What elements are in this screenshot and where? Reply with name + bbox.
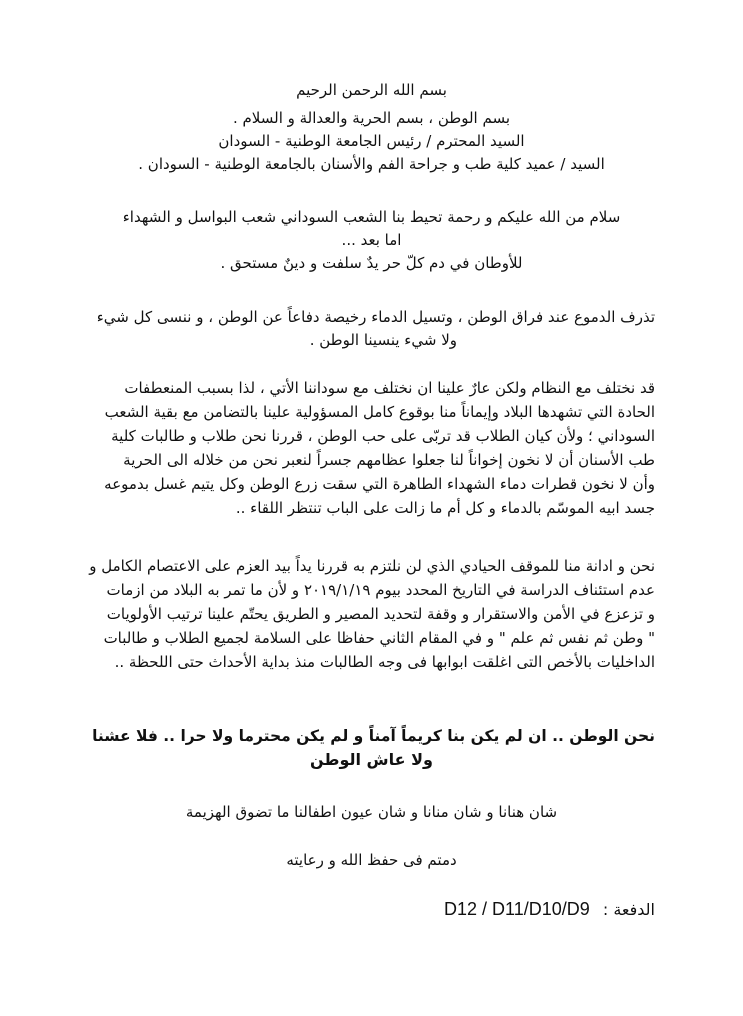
salutation-dean: السيد / عميد كلية طب و جراحة الفم والأسنان بالجامعة الوطنية - السودان . — [138, 155, 605, 173]
paragraph-3-line-5: الداخليات بالأخص التى اغلقت ابوابها فى وجه الطالبات منذ بداية الأحداث حتى اللحظة .. — [114, 653, 655, 671]
greeting-amma-baad: اما بعد ... — [341, 231, 402, 249]
salutation-freedom: بسم الوطن ، بسم الحرية والعدالة و السلام . — [232, 109, 511, 127]
salutation-president: السيد المحترم / رئيس الجامعة الوطنية - السودان — [218, 132, 525, 150]
paragraph-3-line-4: " وطن ثم نفس ثم علم " و في المقام الثاني حفاظا على السلامة لجميع الطلاب و طالبات — [103, 629, 655, 647]
slogan-line-2: ولا عاش الوطن — [309, 750, 433, 769]
slogan-line-1: نحن الوطن .. ان لم يكن بنا كريماً آمناً و لم يكن محترما ولا حرا .. فلا عشنا — [92, 727, 655, 745]
paragraph-2-line-2: الحادة التي تشهدها البلاد وإيماناً منا بوقوع كامل المسؤولية علينا بالتضامن مع بقية الشعب — [104, 403, 655, 421]
batch-label: الدفعة : — [602, 900, 655, 919]
greeting-peace: سلام من الله عليكم و رحمة تحيط بنا الشعب السوداني شعب البواسل و الشهداء — [122, 208, 621, 226]
batch-value: D12 / D11/D10/D9 — [444, 899, 590, 919]
paragraph-2-line-3: السوداني ؛ ولأن كيان الطلاب قد تربّى على حب الوطن ، قررنا نحن طلاب و طالبات كلية — [111, 427, 655, 445]
paragraph-2-line-5: وأن لا نخون قطرات دماء الشهداء الطاهرة التي سقت زرع الوطن وكل يتيم غسل بدموعه — [104, 475, 655, 493]
paragraph-3-line-2: عدم استئناف الدراسة في التاريخ المحدد بيوم ٢٠١٩/١/١٩ و لأن ما تمر به البلاد من ازمات — [106, 581, 655, 599]
paragraph-1-line-1: تذرف الدموع عند فراق الوطن ، وتسيل الدماء رخيصة دفاعاً عن الوطن ، و ننسى كل شيء — [96, 308, 655, 326]
paragraph-3-line-3: و تزعزع في الأمن والاستقرار و وقفة لتحديد المصير و الطريق يحتّم علينا ترتيب الأولويات — [106, 605, 655, 623]
basmala: بسم الله الرحمن الرحيم — [296, 81, 447, 99]
paragraph-2-line-6: جسد ابيه الموسّم بالدماء و كل أم ما زالت على الباب تنتظر اللقاء .. — [235, 499, 655, 517]
paragraph-3-line-1: نحن و ادانة منا للموقف الحيادي الذي لن نلتزم به قررنا يداً بيد العزم على الاعتصام الكامل و — [89, 557, 655, 575]
paragraph-2-line-1: قد نختلف مع النظام ولكن عارٌ علينا ان نختلف مع سوداننا الأتي ، لذا بسبب المنعطفات — [124, 379, 655, 397]
greeting-verse: للأوطان في دم كلّ حر يدٌ سلفت و دينٌ مستحق . — [220, 254, 523, 272]
paragraph-2-line-4: طب الأسنان أن لا نخون إخواناً لنا جعلوا عظامهم جسراً لنعبر نحن من خلاله الى الحرية — [123, 451, 655, 469]
closing-line: شان هنانا و شان منانا و شان عيون اطفالنا ما تضوق الهزيمة — [185, 803, 558, 821]
batch-line — [444, 898, 655, 921]
closing-prayer: دمتم فى حفظ الله و رعايته — [286, 851, 457, 869]
paragraph-1-line-2: ولا شيء ينسينا الوطن . — [309, 331, 457, 349]
